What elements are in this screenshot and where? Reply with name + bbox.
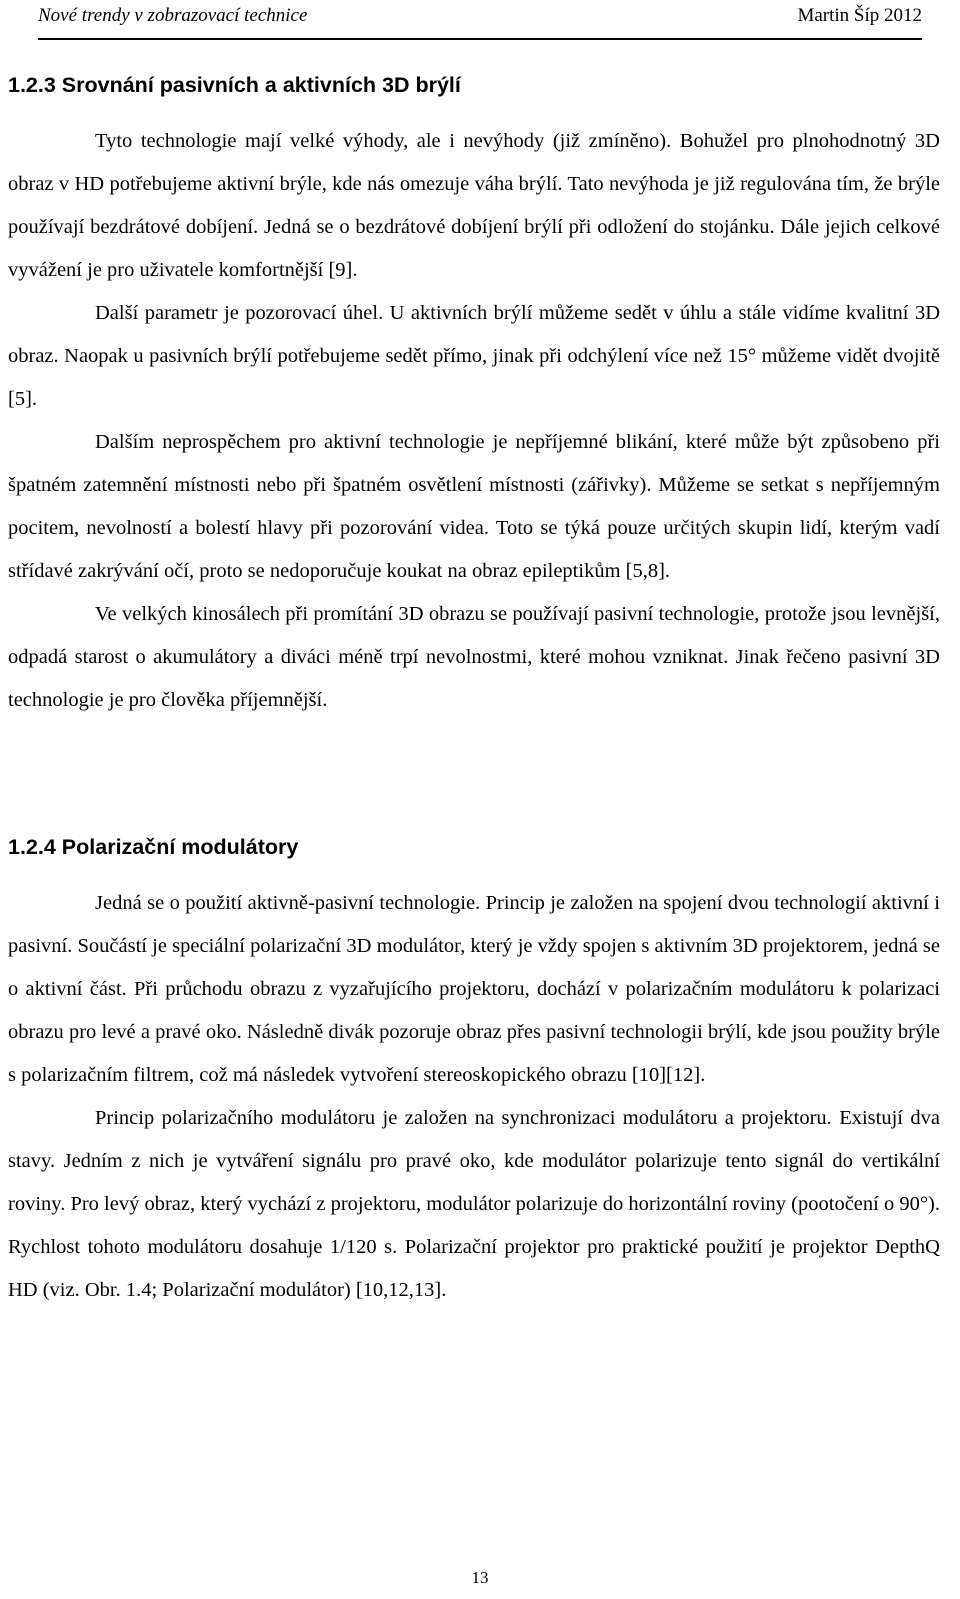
paragraph: Ve velkých kinosálech při promítání 3D obrazu se používají pasivní technologie, protože jsou levnější, odpadá starost o akumulátory a diváci méně trpí nevolnostmi, které mohou vzniknat. Jinak řečeno pasivní 3D technologie je pro člověka příjemnější.	[8, 603, 940, 711]
paragraph: Tyto technologie mají velké výhody, ale i nevýhody (již zmíněno). Bohužel pro plnohodnotný 3D obraz v HD potřebujeme aktivní brýle, kde nás omezuje váha brýlí. Tato nevýhoda je již regulována tím, že brýle používají bezdrátové dobíjení. Jedná se o bezdrátové dobíjení brýlí při odložení do stojánku. Dále jejich celkové vyvážení je pro uživatele komfortnější [9].	[8, 130, 940, 281]
paragraph: Jedná se o použití aktivně-pasivní technologie. Princip je založen na spojení dvou technologií aktivní i pasivní. Součástí je speciální polarizační 3D modulátor, který je vždy spojen s aktivním 3D projektorem, jedná se o aktivní část. Při průchodu obrazu z vyzařujícího projektoru, dochází v polarizačním modulátoru k polarizaci obrazu pro levé a pravé oko. Následně divák pozoruje obraz přes pasivní technologii brýlí, kde jsou použity brýle s polarizačním filtrem, což má následek vytvoření stereoskopického obrazu [10][12].	[8, 892, 940, 1086]
running-header	[38, 0, 922, 40]
section-1-2-3	[8, 70, 940, 722]
section-heading: 1.2.4 Polarizační modulátory	[8, 835, 299, 859]
paragraph: Další parametr je pozorovací úhel. U aktivních brýlí můžeme sedět v úhlu a stále vidíme kvalitní 3D obraz. Naopak u pasivních brýlí potřebujeme sedět přímo, jinak při odchýlení více než 15° můžeme vidět dvojitě [5].	[8, 302, 940, 410]
paragraph: Princip polarizačního modulátoru je založen na synchronizaci modulátoru a projektoru. Existují dva stavy. Jedním z nich je vytváření signálu pro pravé oko, kde modulátor polarizuje tento signál do vertikální roviny. Pro levý obraz, který vychází z projektoru, modulátor polarizuje do horizontální roviny (pootočení o 90°). Rychlost tohoto modulátoru dosahuje 1/120 s. Polarizační projektor pro praktické použití je projektor DepthQ HD (viz. Obr. 1.4; Polarizační modulátor) [10,12,13].	[8, 1107, 940, 1301]
paragraph: Dalším neprospěchem pro aktivní technologie je nepříjemné blikání, které může být způsobeno při špatném zatemnění místnosti nebo při špatném osvětlení místnosti (zářivky). Můžeme se setkat s nepříjemným pocitem, nevolností a bolestí hlavy při pozorování videa. Toto se týká pouze určitých skupin lidí, kterým vadí střídavé zakrývání očí, proto se nedoporučuje koukat na obraz epileptikům [5,8].	[8, 431, 940, 582]
page-number: 13	[471, 1568, 489, 1587]
section-1-2-4	[8, 832, 940, 1312]
header-title: Nové trendy v zobrazovací technice	[38, 5, 308, 26]
header-author-year: Martin Šíp 2012	[797, 5, 922, 26]
section-heading: 1.2.3 Srovnání pasivních a aktivních 3D brýlí	[8, 73, 461, 97]
